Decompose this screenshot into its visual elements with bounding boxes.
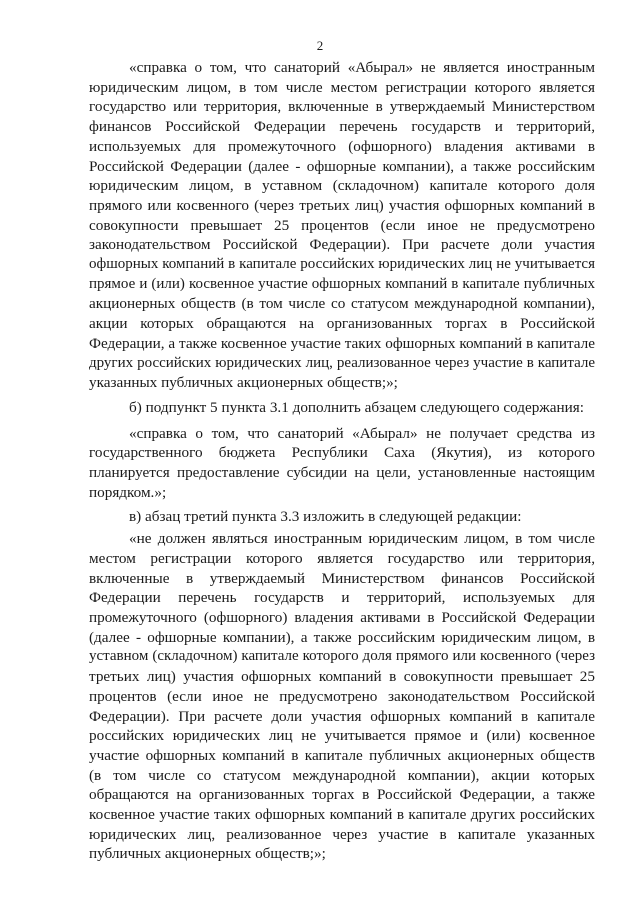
page-number: 2: [316, 38, 324, 53]
text-line: в) абзац третий пункта 3.3 изложить в следующей редакции:: [129, 508, 522, 526]
text-line: «справка о том, что санаторий «Абырал» не получает средства из: [129, 424, 595, 442]
list-item-b: [89, 398, 595, 418]
text-line: юридических лиц, реализованное через участие в капитале указанных: [89, 825, 595, 843]
text-line: процентов (если иное не предусмотрено законодательством Российской: [89, 687, 595, 705]
text-line: юридическим лицом, в уставном (складочном) капитале которого доля: [89, 177, 595, 195]
text-line: совокупности превышает 25 процентов (если иное не предусмотрено: [89, 216, 595, 234]
text-line: «справка о том, что санаторий «Абырал» не является иностранным: [129, 59, 595, 76]
quote-paragraph-not-foreign-entity: [89, 529, 595, 864]
text-line: законодательством Российской Федерации). При расчете доли участия: [89, 236, 595, 254]
quote-paragraph-budget-funds: [89, 424, 595, 503]
quote-paragraph-offshore-sanatorium: [89, 58, 595, 393]
text-line: финансов Российской Федерации перечень государств и территорий,: [89, 118, 595, 136]
text-line: прямого или косвенного (через третьих лиц) участия офшорных компаний в: [89, 196, 595, 214]
text-line: (в том числе со статусом международной компании), акции которых: [89, 766, 595, 784]
text-line: планируется предоставление субсидии на цели, установленные настоящим: [89, 464, 595, 482]
text-line: промежуточного (офшорного) владения активами в Российской Федерации: [89, 608, 595, 626]
text-line: (далее - офшорные компании), а также российским юридическим лицом, в: [89, 628, 595, 646]
text-line: акции которых обращаются на организованных торгах в Российской: [89, 315, 595, 333]
text-line: государство или территория, включенные в утверждаемый Министерством: [89, 98, 595, 116]
text-line: обращаются на организованных торгах в Российской Федерации, а также: [89, 786, 595, 804]
text-line: участие офшорных компаний в капитале публичных акционерных обществ: [89, 746, 595, 764]
text-line: прямое и (или) косвенное участие офшорных компаний в капитале публичных: [89, 275, 595, 292]
list-item-v: [89, 507, 595, 527]
text-line: включенные в утверждаемый Министерством финансов Российской: [89, 569, 595, 587]
text-line: порядком.»;: [89, 483, 167, 501]
text-line: других российских юридических лиц, реализованное через участие в капитале: [89, 354, 595, 371]
text-line: косвенное участие таких офшорных компаний в капитале других российских: [89, 806, 595, 824]
text-line: офшорных компаний в капитале российских юридических лиц не учитывается: [89, 256, 595, 273]
text-line: Федерации). При расчете доли участия офшорных компаний в капитале: [89, 707, 595, 725]
text-line: третьих лиц) участия офшорных компаний в совокупности превышает 25: [89, 668, 595, 686]
text-line: публичных акционерных обществ;»;: [89, 845, 326, 863]
text-line: б) подпункт 5 пункта 3.1 дополнить абзацем следующего содержания:: [129, 398, 584, 416]
text-line: «не должен являться иностранным юридическим лицом, в том числе: [129, 530, 595, 548]
text-line: российских юридических лиц не учитывается прямое и (или) косвенное: [89, 727, 595, 745]
text-line: юридическим лицом, в том числе местом регистрации которого является: [89, 78, 595, 96]
text-line: указанных публичных акционерных обществ;»;: [89, 374, 398, 392]
text-line: Российской Федерации (далее - офшорные компании), а также российским: [89, 157, 595, 175]
text-line: государственного бюджета Республики Саха (Якутия), из которого: [89, 444, 595, 462]
text-line: уставном (складочном) капитале которого доля прямого или косвенного (через: [89, 648, 595, 665]
text-line: Федерации, а также косвенное участие таких офшорных компаний в капитале: [89, 334, 595, 352]
text-line: местом регистрации которого является государство или территория,: [89, 549, 595, 567]
text-line: Федерации перечень государств и территорий, используемых для: [89, 589, 595, 607]
document-body: [89, 58, 595, 864]
text-line: используемых для промежуточного (офшорного) владения активами в: [89, 137, 595, 155]
text-line: акционерных обществ (в том числе со статусом международной компании),: [89, 295, 595, 313]
